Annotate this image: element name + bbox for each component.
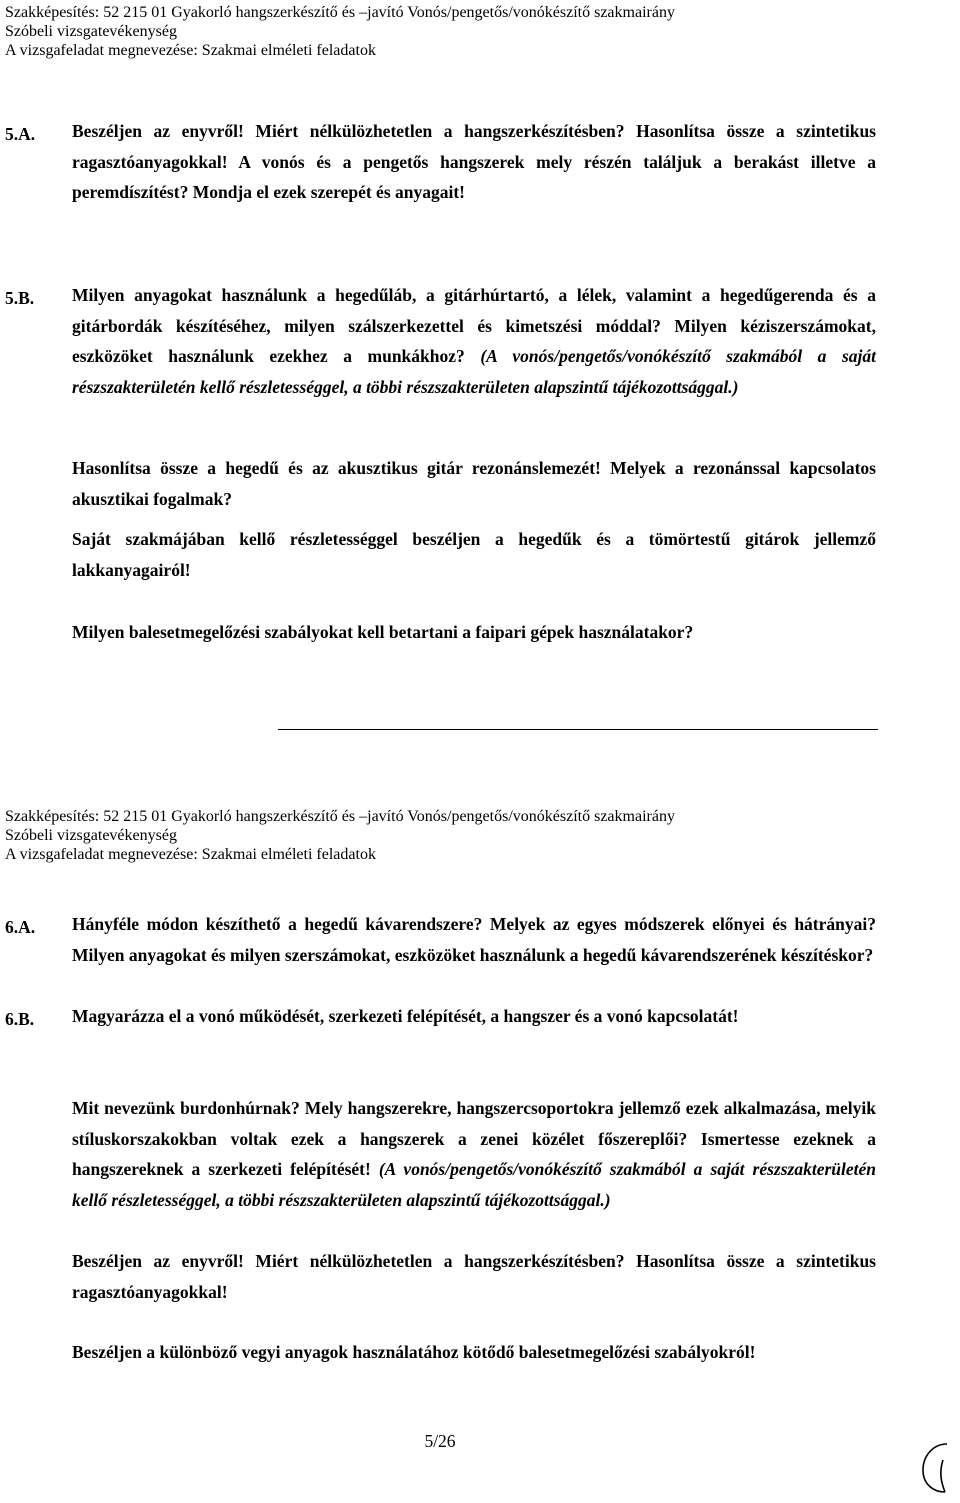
question-6b-paragraph-2 [72,1093,876,1215]
question-5b-paragraph-1 [72,280,876,402]
page-separator-line [278,729,878,730]
header-task-name-2: A vizsgafeladat megnevezése: Szakmai elméleti feladatok [5,846,376,863]
header-qualification: Szakképesítés: 52 215 01 Gyakorló hangszerkészítő és –javító Vonós/pengetős/vonókészítő szakmairány [5,4,675,21]
question-6b-paragraph-3: Beszéljen az enyvről! Miért nélkülözhetetlen a hangszerkészítésben? Hasonlítsa össze a szintetikus ragasztóanyagokkal! [72,1251,876,1302]
question-5b-paragraph-3: Saját szakmájában kellő részletességgel beszéljen a hegedűk és a tömörtestű gitárok jellemző lakkanyagairól! [72,529,876,580]
header-qualification-2: Szakképesítés: 52 215 01 Gyakorló hangszerkészítő és –javító Vonós/pengetős/vonókészítő szakmairány [5,808,675,825]
question-5b-paragraph-2: Hasonlítsa össze a hegedű és az akusztikus gitár rezonánslemezét! Melyek a rezonánssal kapcsolatos akusztikai fogalmak? [72,458,876,509]
question-5b-paragraph-4: Milyen balesetmegelőzési szabályokat kell betartani a faipari gépek használatakor? [72,622,694,642]
question-number-5b: 5.B. [5,288,35,308]
page-header [5,3,675,60]
question-5b-note: (A vonós/pengetős/vonókészítő szakmából a saját részszakterületén kellő részletességgel, a többi részszakterületen alapszintű tájékozottsággal.) [72,346,877,397]
header-exam-activity-2: Szóbeli vizsgatevékenység [5,827,177,844]
question-number-6b: 6.B. [5,1009,35,1029]
header-task-name: A vizsgafeladat megnevezése: Szakmai elméleti feladatok [5,42,376,59]
question-number-6a: 6.A. [5,917,36,937]
page-number: 5/26 [424,1431,456,1451]
page-header-2 [5,807,675,864]
question-6b-paragraph-1: Magyarázza el a vonó működését, szerkezeti felépítését, a hangszer és a vonó kapcsolatát! [72,1006,739,1026]
question-6b-note: (A vonós/pengetős/vonókészítő szakmából a saját részszakterületén kellő részletességgel, a többi részszakterületen alapszintű tájékozottsággal.) [72,1159,876,1210]
question-5b-text: Milyen anyagokat használunk a hegedűláb, a gitárhúrtartó, a lélek, valamint a hegedűgerenda és a gitárbordák készítéséhez, milyen szálszerkezettel és kimetszési móddal? Milyen kéziszerszámokat, eszközöket használunk ezekhez a munkákhoz? [72,285,876,366]
question-6b-text: Mit nevezünk burdonhúrnak? Mely hangszerekre, hangszercsoportokra jellemző ezek alkalmazása, melyik stíluskorszakokban voltak ezek a hangszerek a zenei közélet főszereplői? Ismertesse ezeknek a hangszereknek a szerkezeti felépítését! [72,1098,876,1179]
header-exam-activity: Szóbeli vizsgatevékenység [5,23,177,40]
question-6b-paragraph-4: Beszéljen a különböző vegyi anyagok használatához kötődő balesetmegelőzési szabályokról! [72,1342,756,1362]
question-number-5a: 5.A. [5,124,36,144]
question-6a-text: Hányféle módon készíthető a hegedű kávarendszere? Melyek az egyes módszerek előnyei és hátrányai? Milyen anyagokat és milyen szerszámokat, eszközöket használunk a hegedű kávarendszerének készítéskor? [72,914,876,965]
question-5a-text: Beszéljen az enyvről! Miért nélkülözhetetlen a hangszerkészítésben? Hasonlítsa össze a szintetikus ragasztóanyagokkal! A vonós és a pengetős hangszerek mely részén találjuk a berakást illetve a peremdíszítést? Mondja el ezek szerepét és anyagait! [72,121,876,202]
signature-mark [915,1438,955,1498]
